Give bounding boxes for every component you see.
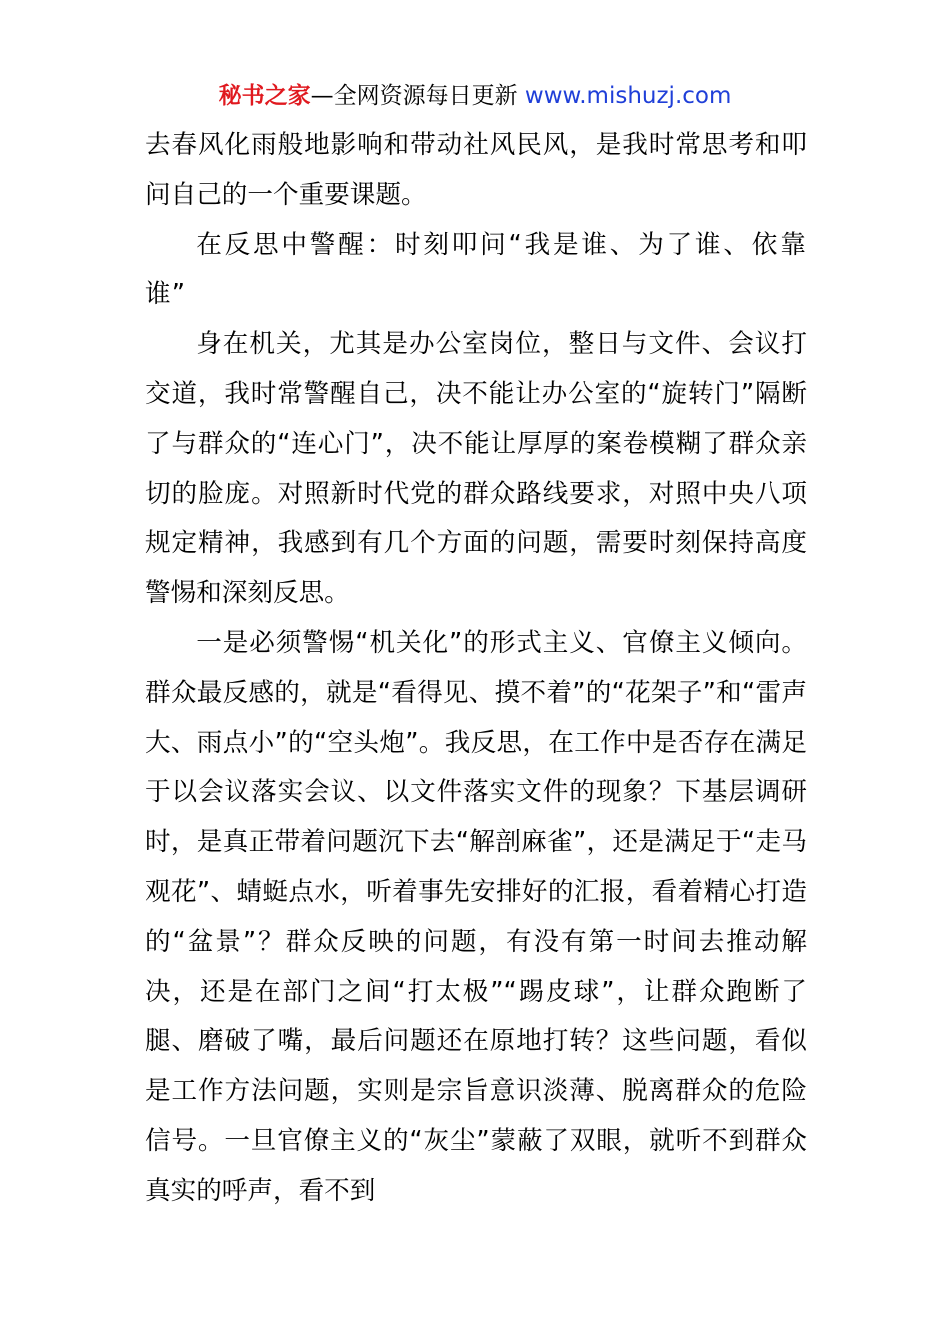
header-tagline: 全网资源每日更新 [333, 83, 518, 109]
paragraph: 身在机关，尤其是办公室岗位，整日与文件、会议打交道，我时常警醒自己，决不能让办公室的“旋转门”隔断了与群众的“连心门”，决不能让厚厚的案卷模糊了群众亲切的脸庞。对照新时代党的群众路线要求，对照中央八项规定精神，我感到有几个方面的问题，需要时刻保持高度警惕和深刻反思。 [145, 329, 807, 609]
header-brand: 秘书之家 [218, 83, 311, 109]
header-url-link[interactable]: www.mishuzj.com [524, 83, 732, 109]
paragraph: 一是必须警惕“机关化”的形式主义、官僚主义倾向。群众最反感的，就是“看得见、摸不着”的“花架子”和“雷声大、雨点小”的“空头炮”。我反思，在工作中是否存在满足于以会议落实会议、以文件落实文件的现象？下基层调研时，是真正带着问题沉下去“解剖麻雀”，还是满足于“走马观花”、蜻蜓点水，听着事先安排好的汇报，看着精心打造的“盆景”？群众反映的问题，有没有第一时间去推动解决，还是在部门之间“打太极”“踢皮球”，让群众跑断了腿、磨破了嘴，最后问题还在原地打转？这些问题，看似是工作方法问题，实则是宗旨意识淡薄、脱离群众的危险信号。一旦官僚主义的“灰尘”蒙蔽了双眼，就听不到群众真实的呼声，看不到 [145, 627, 807, 1206]
section-heading: 在反思中警醒：时刻叩问“我是谁、为了谁、依靠谁” [145, 229, 807, 310]
page-header [0, 80, 950, 112]
paragraph-continuation: 去春风化雨般地影响和带动社风民风，是我时常思考和叩问自己的一个重要课题。 [145, 130, 807, 210]
document-body [145, 121, 807, 1217]
header-separator: — [310, 83, 334, 109]
